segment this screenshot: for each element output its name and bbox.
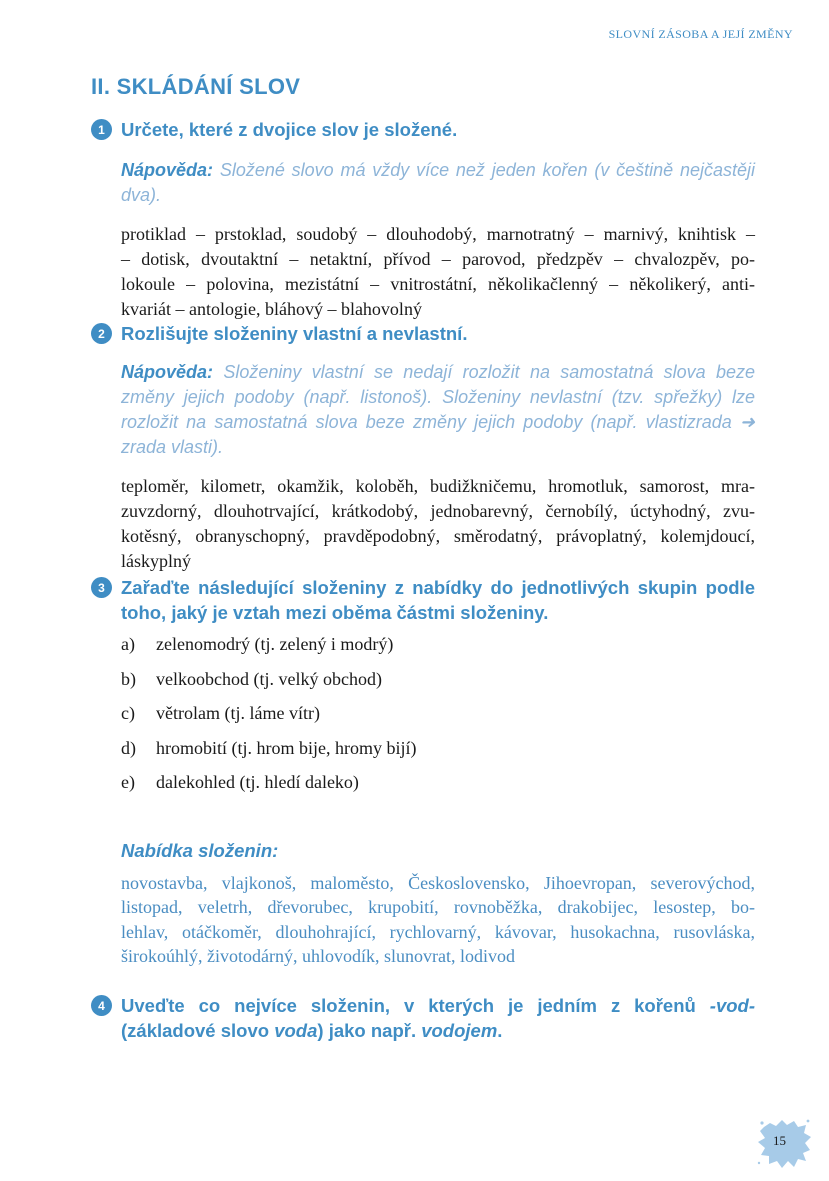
task-4-header <box>91 993 755 1043</box>
task-1-hint <box>121 158 755 208</box>
task-3 <box>91 575 755 969</box>
task-2 <box>91 321 755 574</box>
list-item <box>121 738 755 773</box>
text-line: – dotisk, dvoutaktní – netaktní, přívod – parovod, předzpěv – chvalozpěv, po- <box>121 249 755 269</box>
task-1-title: Určete, které z dvojice slov je složené. <box>121 119 458 140</box>
list-text: zelenomodrý (tj. zelený i modrý) <box>156 634 394 654</box>
relation-list <box>121 634 755 807</box>
text-line: láskyplný <box>121 551 191 571</box>
text-line: teploměr, kilometr, okamžik, koloběh, budižkničemu, hromotluk, samorost, mra- <box>121 476 755 496</box>
list-text: hromobití (tj. hrom bije, hromy bijí) <box>156 737 417 758</box>
text-line: zuvzdorný, dlouhotrvající, krátkodobý, jednobarevný, černobílý, úctyhodný, zvu- <box>121 501 755 521</box>
text-line: lokoule – polovina, mezistátní – vnitrostátní, několikačlenný – několikerý, anti- <box>121 274 755 294</box>
task-1-words <box>121 222 755 322</box>
title-text: (základové slovo <box>121 1020 275 1041</box>
offer-words <box>121 871 755 969</box>
list-item <box>121 703 755 738</box>
task-2-hint <box>121 360 755 460</box>
hint-label: Nápověda: <box>121 160 214 180</box>
list-text: dalekohled (tj. hledí daleko) <box>156 772 359 792</box>
hint-text: Složeniny vlastní se nedají rozložit na samostatná slova beze změny jejich podoby (např. listonoš). Složeniny nevlastní (tzv. spřežky) lze rozložit na samostatná slova beze změny jejich podoby (např. vlastizrada ➜ zrada vlasti). <box>121 362 755 457</box>
text-line: lehlav, otáčkoměr, dlouhohrající, rychlovarný, kávovar, husokachna, rusovláska, <box>121 921 755 942</box>
text-line: kotěsný, obranyschopný, pravděpodobný, směrodatný, právoplatný, kolemjdoucí, <box>121 526 755 546</box>
list-item <box>121 772 755 807</box>
text-line: novostavba, vlajkonoš, maloměsto, Československo, Jihoevropan, severovýchod, <box>121 872 755 893</box>
text-line: širokoúhlý, životodárný, uhlovodík, slunovrat, lodivod <box>121 946 515 966</box>
list-letter: c) <box>121 703 135 723</box>
list-item <box>121 669 755 704</box>
task-1-header <box>91 117 755 142</box>
title-text: Uveďte co nejvíce složenin, v kterých je jedním z kořenů <box>121 995 710 1016</box>
title-root: -vod- <box>709 995 755 1016</box>
task-3-header <box>91 575 755 625</box>
list-letter: b) <box>121 668 136 689</box>
offer-label: Nabídka složenin: <box>121 839 279 861</box>
title-text: ) jako např. <box>317 1020 422 1041</box>
list-text: větrolam (tj. láme vítr) <box>156 703 320 723</box>
title-text: . <box>497 1020 503 1041</box>
text-line: kvariát – antologie, bláhový – blahovolný <box>121 299 422 319</box>
task-1 <box>91 117 755 322</box>
task-3-title: Zařaďte následující složeniny z nabídky do jednotlivých skupin podle toho, jaký je vztah mezi oběma částmi složeniny. <box>121 577 755 623</box>
running-head: SLOVNÍ ZÁSOBA A JEJÍ ZMĚNY <box>608 27 793 41</box>
section-title: II. SKLÁDÁNÍ SLOV <box>91 74 301 99</box>
title-word: voda <box>274 1020 318 1041</box>
task-number-badge: 4 <box>91 995 112 1016</box>
page-number: 15 <box>773 1133 786 1148</box>
list-letter: a) <box>121 634 135 654</box>
list-text: velkoobchod (tj. velký obchod) <box>156 668 382 689</box>
text-line: protiklad – prstoklad, soudobý – dlouhodobý, marnotratný – marnivý, knihtisk – <box>121 224 755 244</box>
task-2-header <box>91 321 755 346</box>
list-item <box>121 634 755 669</box>
task-4-title <box>121 993 755 1043</box>
list-letter: e) <box>121 772 135 792</box>
title-example: vodojem <box>421 1020 498 1041</box>
list-letter: d) <box>121 737 136 758</box>
task-4 <box>91 993 755 1043</box>
task-number-badge: 3 <box>91 577 112 598</box>
task-2-title: Rozlišujte složeniny vlastní a nevlastní. <box>121 323 468 344</box>
hint-label: Nápověda: <box>121 362 214 382</box>
task-number-badge: 1 <box>91 119 112 140</box>
text-line: listopad, veletrh, dřevorubec, krupobití, rovnoběžka, drakobijec, lesostep, bo- <box>121 897 755 917</box>
task-number-badge: 2 <box>91 323 112 344</box>
hint-text: Složené slovo má vždy více než jeden kořen (v češtině nejčastěji dva). <box>121 160 755 205</box>
task-2-words <box>121 474 755 574</box>
